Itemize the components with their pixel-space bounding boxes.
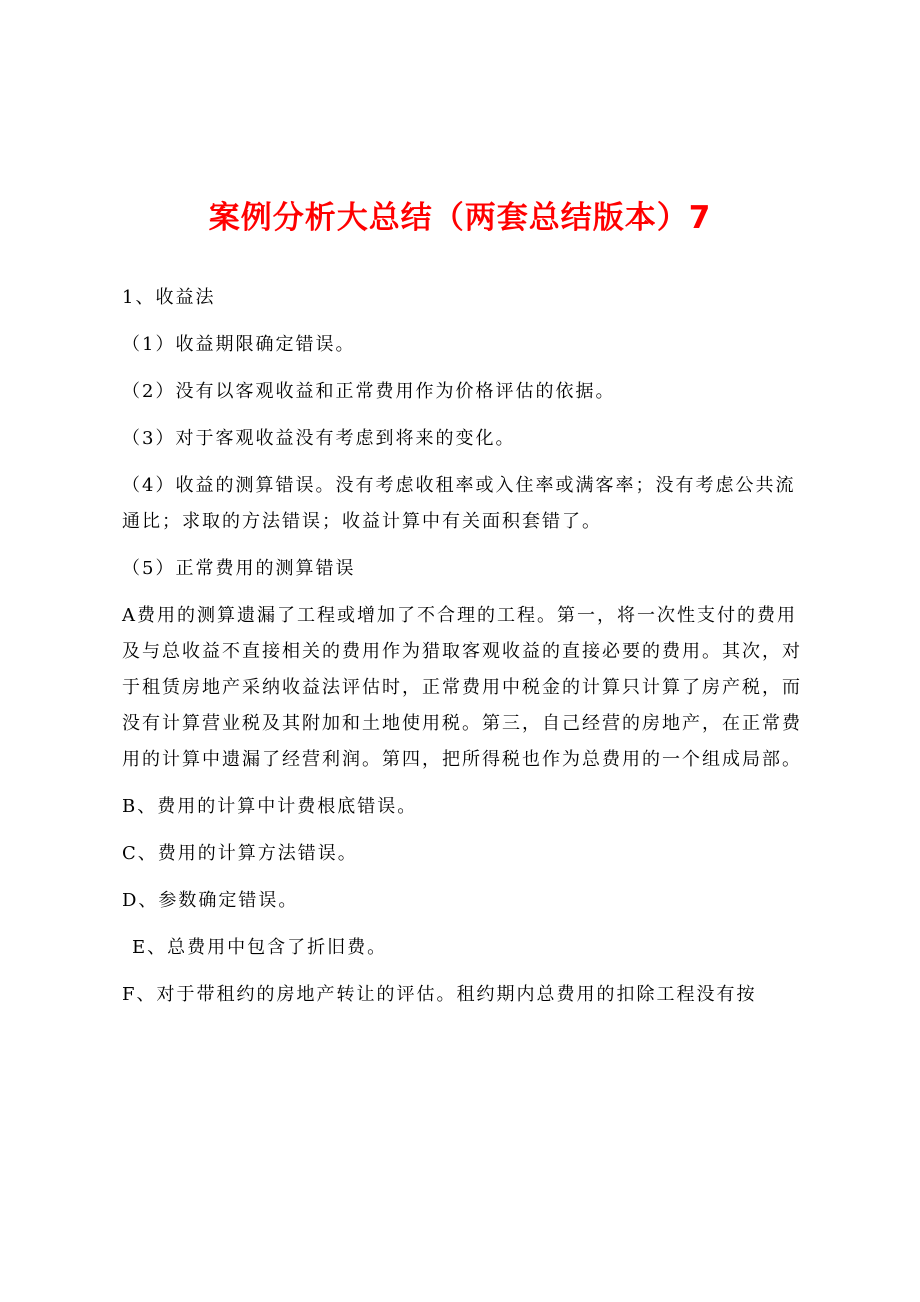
paragraph-c: C、费用的计算方法错误。 — [122, 843, 358, 864]
list-item-4: （4）收益的测算错误。没有考虑收租率或入住率或满客率；没有考虑公共流通比；求取的方法错误；收益计算中有关面积套错了。 — [122, 475, 796, 532]
list-item-1: （1）收益期限确定错误。 — [122, 334, 356, 355]
paragraph-f: F、对于带租约的房地产转让的评估。租约期内总费用的扣除工程没有按 — [122, 984, 757, 1005]
list-item-2: （2）没有以客观收益和正常费用作为价格评估的依据。 — [122, 381, 616, 402]
document-body — [122, 280, 812, 1024]
paragraph-d: D、参数确定错误。 — [122, 890, 299, 911]
document-title: 案例分析大总结（两套总结版本）7 — [208, 200, 712, 236]
paragraph-b: B、费用的计算中计费根底错误。 — [122, 796, 418, 817]
list-item-3: （3）对于客观收益没有考虑到将来的变化。 — [122, 428, 516, 449]
paragraph-a: A费用的测算遗漏了工程或增加了不合理的工程。第一，将一次性支付的费用及与总收益不直接相关的费用作为猎取客观收益的直接必要的费用。其次，对于租赁房地产采纳收益法评估时，正常费用中税金的计算只计算了房产税，而没有计算营业税及其附加和土地使用税。第三，自己经营的房地产，在正常费用的计算中遗漏了经营利润。第四，把所得税也作为总费用的一个组成局部。 — [122, 605, 802, 770]
section-heading-income-method: 1、收益法 — [122, 287, 216, 308]
list-item-5: （5）正常费用的测算错误 — [122, 558, 356, 579]
paragraph-e: E、总费用中包含了折旧费。 — [132, 937, 388, 958]
